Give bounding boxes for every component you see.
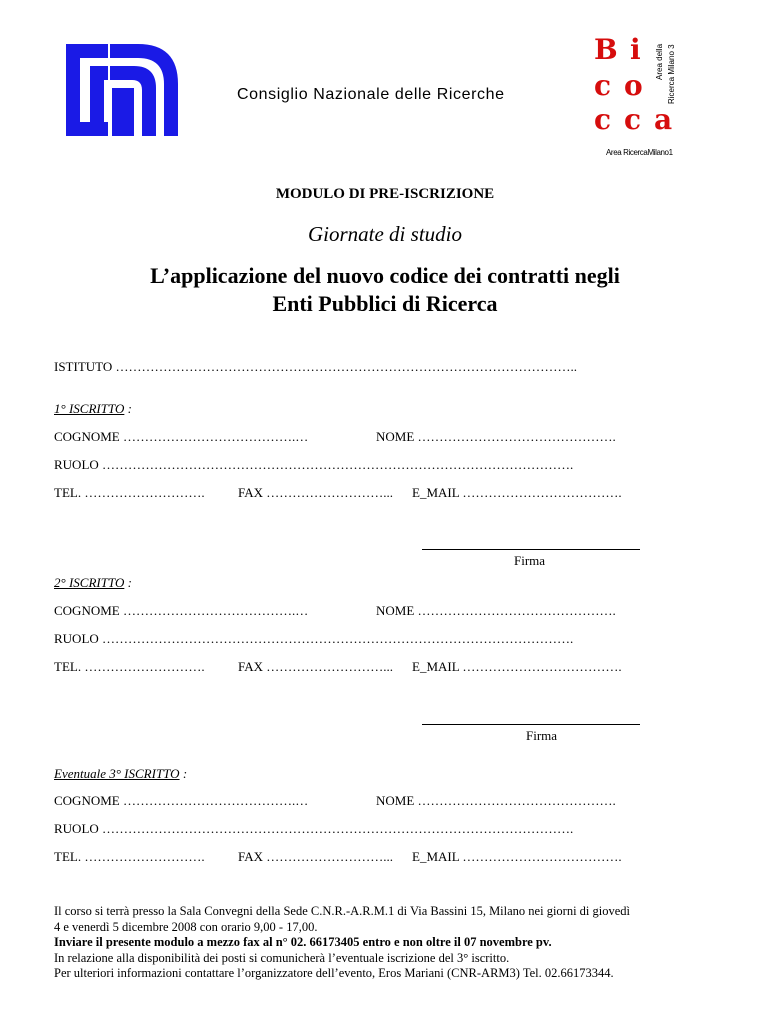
bicocca-letter: o bbox=[624, 69, 643, 102]
registrant-1-heading-text: 1° ISCRITTO bbox=[54, 401, 125, 416]
registrant-2-nome-field[interactable]: NOME ………………………………………. bbox=[376, 603, 616, 618]
bicocca-letter: i bbox=[630, 33, 641, 66]
registrant-2-tel-field[interactable]: TEL. ………………………. bbox=[54, 659, 205, 674]
bicocca-letter: c bbox=[624, 103, 642, 136]
registrant-3-nome-field[interactable]: NOME ………………………………………. bbox=[376, 793, 616, 808]
footer-notes bbox=[54, 904, 734, 982]
registrant-1-fax-field[interactable]: FAX ………………………... bbox=[238, 485, 394, 500]
cnr-logo bbox=[60, 42, 182, 138]
organization-name: Consiglio Nazionale delle Ricerche bbox=[237, 86, 505, 103]
area-della-label bbox=[643, 40, 691, 104]
registrant-2-heading: 2° ISCRITTO : bbox=[54, 575, 132, 590]
footer-fax-instructions: Inviare il presente modulo a mezzo fax al n° 02. 66173405 entro e non oltre il 07 novembre pv. bbox=[54, 935, 552, 949]
registrant-1-cognome-field[interactable]: COGNOME ………………………………….… bbox=[54, 429, 309, 444]
registrant-2-heading-text: 2° ISCRITTO bbox=[54, 575, 125, 590]
registrant-1-signature-line[interactable] bbox=[422, 549, 640, 550]
cnr-logo-graphic bbox=[60, 42, 182, 138]
event-title-line1: L’applicazione del nuovo codice dei contratti negli bbox=[150, 263, 620, 288]
bicocca-letter: B bbox=[594, 33, 618, 66]
footer-line: Il corso si terrà presso la Sala Convegni della Sede C.N.R.-A.R.M.1 di Via Bassini 15, Milano nei giorni di giovedì bbox=[54, 904, 631, 918]
registrant-1-firma-label: Firma bbox=[514, 553, 546, 568]
registrant-2-email-field[interactable]: E_MAIL ………………………………. bbox=[412, 659, 622, 674]
registrant-2-cognome-field[interactable]: COGNOME ………………………………….… bbox=[54, 603, 309, 618]
footer-line: In relazione alla disponibilità dei posti si comunicherà l’eventuale iscrizione del 3° iscritto. bbox=[54, 950, 510, 965]
registrant-1-tel-field[interactable]: TEL. ………………………. bbox=[54, 485, 205, 500]
event-title-line2: Enti Pubblici di Ricerca bbox=[272, 291, 498, 316]
registrant-3-cognome-field[interactable]: COGNOME ………………………………….… bbox=[54, 793, 309, 808]
registrant-1-ruolo-field[interactable]: RUOLO ………………………………………………………………………………………………. bbox=[54, 457, 574, 472]
registrant-2-signature-line[interactable] bbox=[422, 724, 640, 725]
footer-contact-line: Per ulteriori informazioni contattare l’organizzatore dell’evento, Eros Mariani (CNR-ARM3) Tel. 02.66173344. bbox=[54, 966, 614, 980]
registrant-1-email-field[interactable]: E_MAIL ………………………………. bbox=[412, 485, 622, 500]
registrant-3-email-field[interactable]: E_MAIL ………………………………. bbox=[412, 849, 622, 864]
event-subtitle: Giornate di studio bbox=[307, 222, 462, 246]
registrant-3-ruolo-field[interactable]: RUOLO ………………………………………………………………………………………………. bbox=[54, 821, 574, 836]
istituto-field[interactable]: ISTITUTO …………………………………………………………………………………………….. bbox=[54, 359, 578, 374]
registrant-1-nome-field[interactable]: NOME ………………………………………. bbox=[376, 429, 616, 444]
bicocca-letter: c bbox=[594, 69, 612, 102]
registrant-3-heading: Eventuale 3° ISCRITTO : bbox=[54, 766, 188, 781]
area-della-text: Area della bbox=[655, 43, 664, 80]
bicocca-letter: c bbox=[594, 103, 612, 136]
area-ricerca-milano1-label: Area RicercaMilano1 bbox=[606, 148, 673, 157]
ricerca-milano3-text: Ricerca Milano 3 bbox=[667, 44, 676, 104]
registrant-2-fax-field[interactable]: FAX ………………………... bbox=[238, 659, 394, 674]
registrant-3-fax-field[interactable]: FAX ………………………... bbox=[238, 849, 394, 864]
registrant-2-ruolo-field[interactable]: RUOLO ………………………………………………………………………………………………. bbox=[54, 631, 574, 646]
registrant-1-heading: 1° ISCRITTO : bbox=[54, 401, 132, 416]
registrant-2-firma-label: Firma bbox=[526, 728, 558, 743]
event-title bbox=[0, 262, 770, 318]
registrant-3-heading-text: Eventuale 3° ISCRITTO bbox=[54, 766, 180, 781]
bicocca-letter: a bbox=[654, 103, 673, 136]
registrant-3-tel-field[interactable]: TEL. ………………………. bbox=[54, 849, 205, 864]
form-title: MODULO DI PRE-ISCRIZIONE bbox=[275, 186, 495, 202]
footer-line: 4 e venerdì 5 dicembre 2008 con orario 9,00 - 17,00. bbox=[54, 919, 318, 934]
